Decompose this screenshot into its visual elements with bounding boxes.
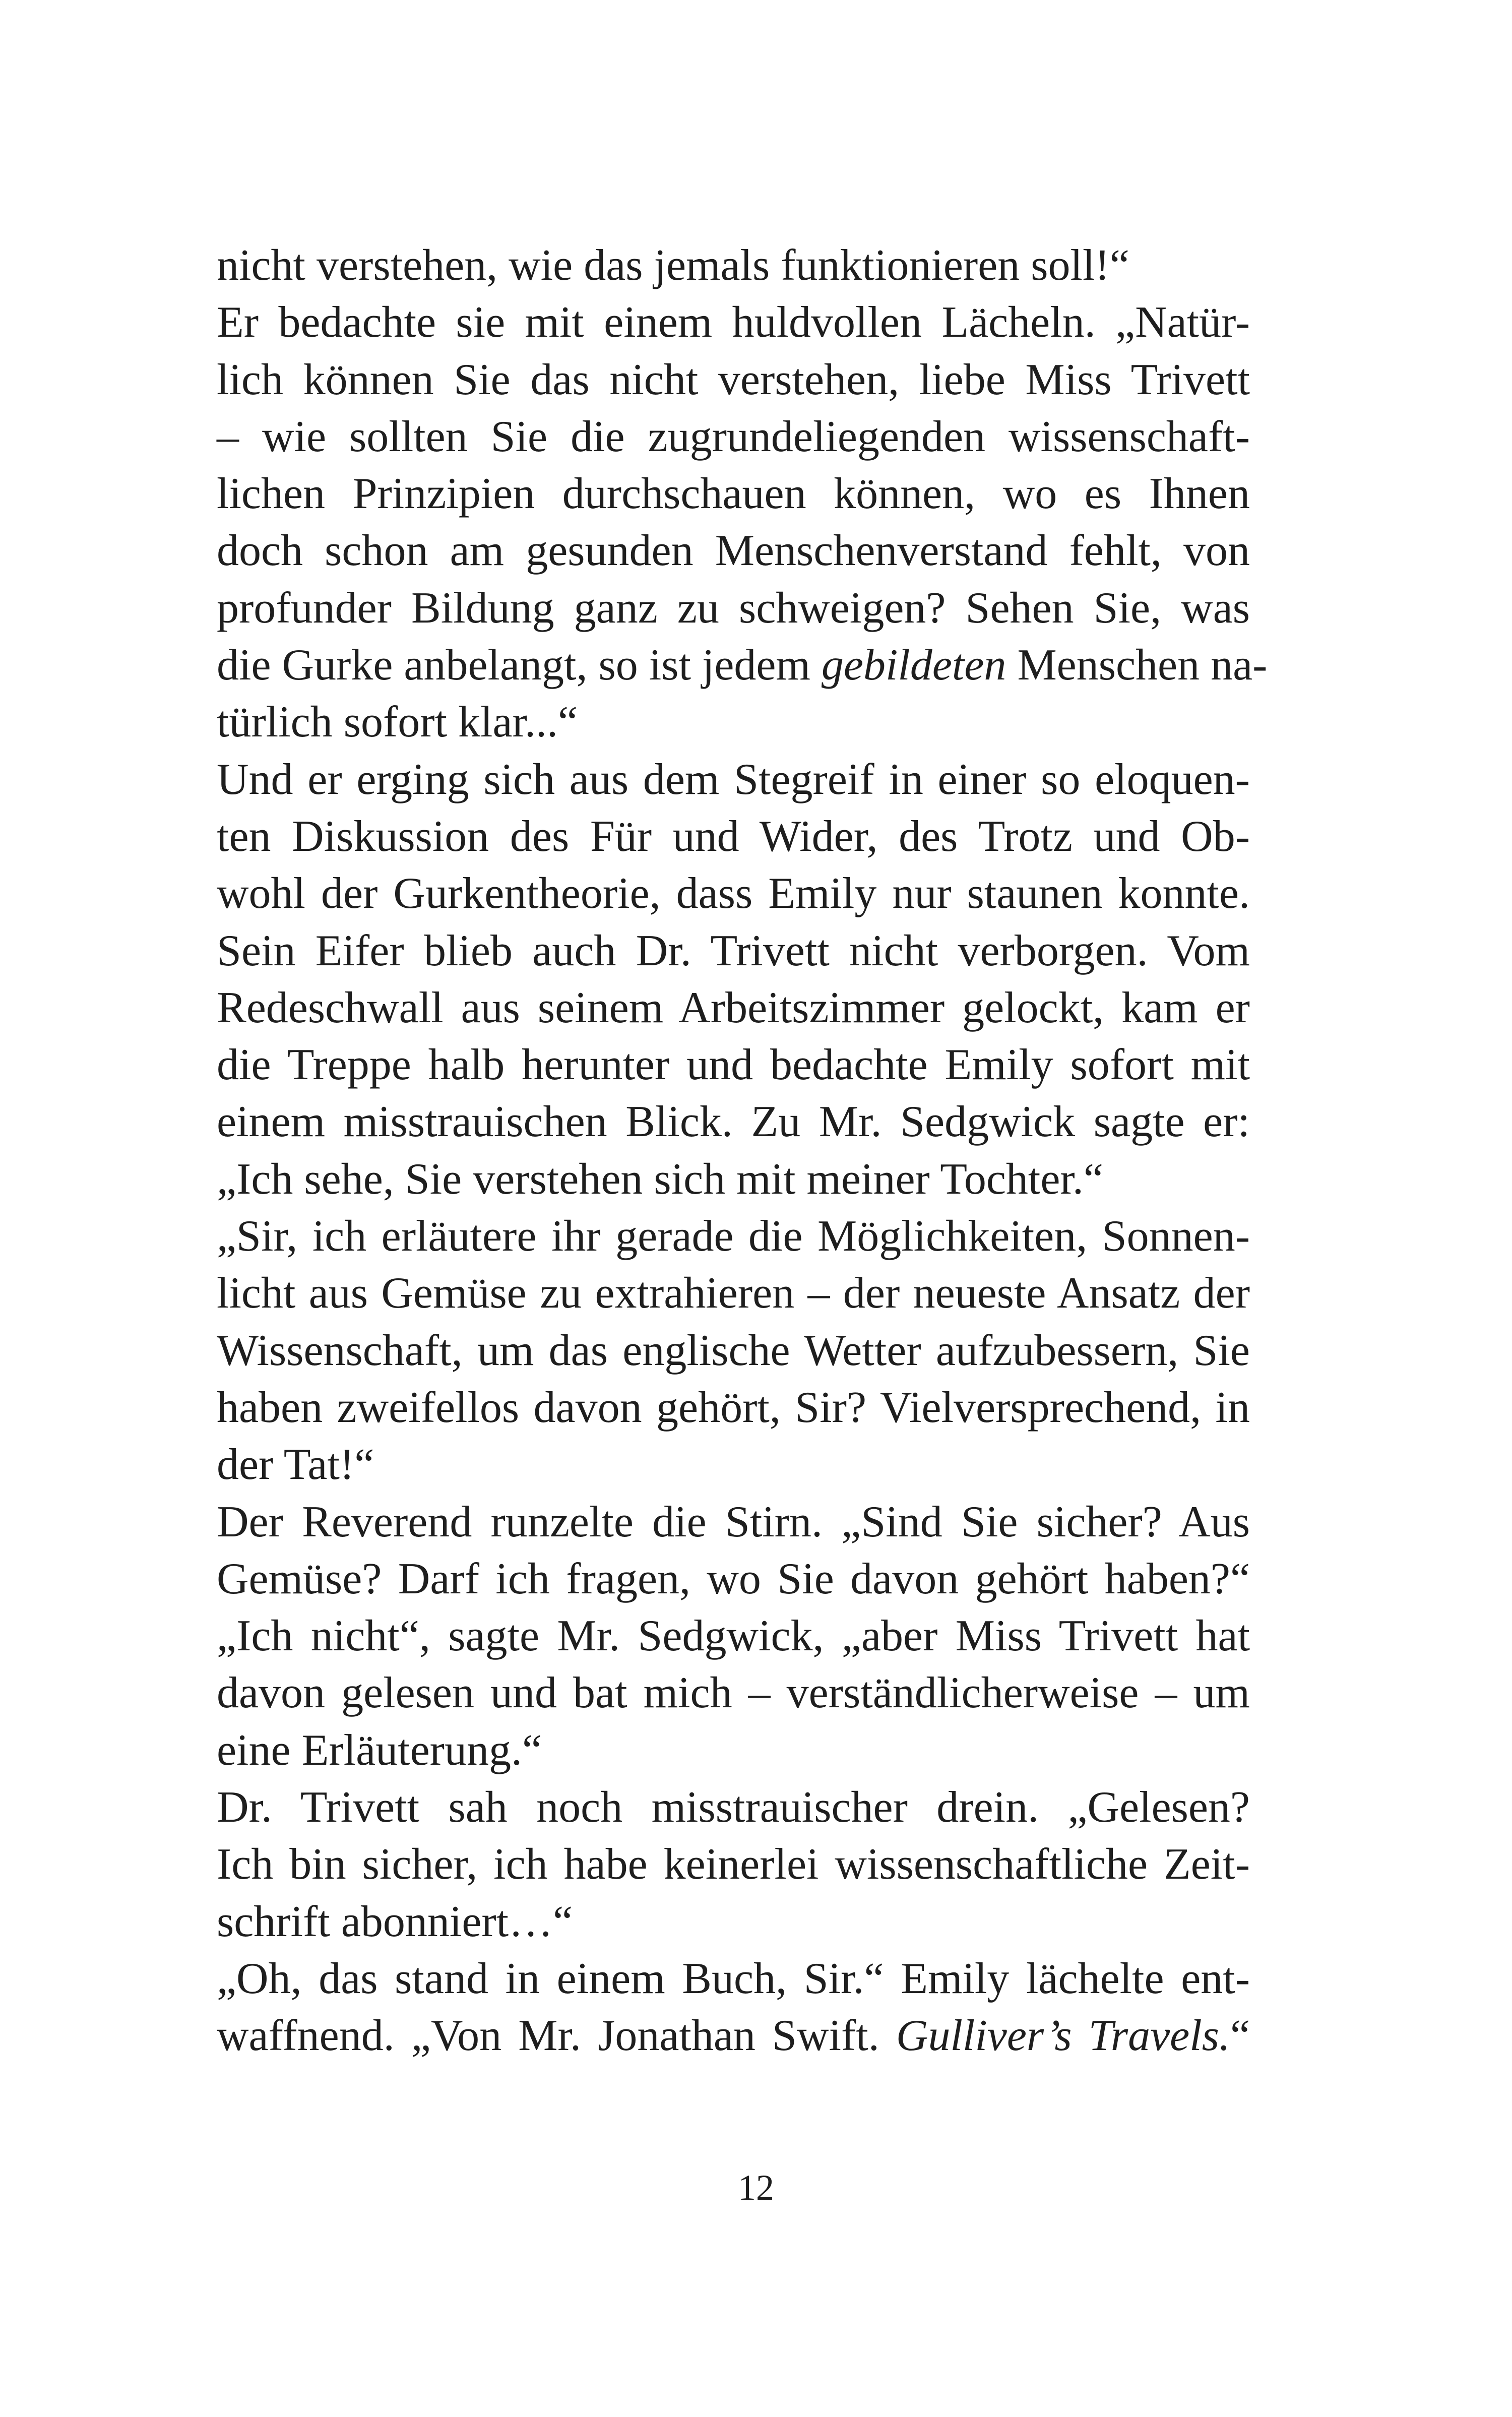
text-span: die Gurke anbelangt, so ist jedem (217, 641, 822, 690)
text-line (217, 1436, 1250, 1493)
text-line (217, 1893, 1250, 1950)
text-span: “ (1230, 2011, 1250, 2061)
text-span: doch schon am gesunden Menschenverstand fehlt, von (217, 526, 1250, 576)
text-span: „Ich nicht“, sagte Mr. Sedgwick, „aber Miss Trivett hat (217, 1612, 1250, 1661)
text-line (217, 1664, 1250, 1721)
text-span: „Ich sehe, Sie verstehen sich mit meiner Tochter.“ (217, 1154, 1103, 1204)
text-line (217, 1607, 1250, 1664)
text-span: Sein Eifer blieb auch Dr. Trivett nicht verborgen. Vom (217, 926, 1250, 975)
italic-text: gebildeten (821, 641, 1006, 690)
text-span: türlich sofort klar...“ (217, 698, 578, 747)
text-span: Und er erging sich aus dem Stegreif in einer so eloquen- (217, 755, 1250, 804)
text-span: „Sir, ich erläutere ihr gerade die Möglichkeiten, Sonnen- (217, 1212, 1250, 1261)
text-line (217, 637, 1268, 694)
text-span: einem misstrauischen Blick. Zu Mr. Sedgwick sagte er: (217, 1097, 1250, 1147)
text-line (217, 1208, 1250, 1265)
text-span: eine Erläuterung.“ (217, 1725, 542, 1775)
page-number: 12 (738, 2167, 774, 2208)
text-span: waffnend. „Von Mr. Jonathan Swift. (217, 2011, 896, 2061)
text-span: die Treppe halb herunter und bedachte Emily sofort mit (217, 1040, 1250, 1090)
text-span: haben zweifellos davon gehört, Sir? Vielversprechend, in (217, 1383, 1250, 1432)
text-line (217, 865, 1250, 922)
text-span: lich können Sie das nicht verstehen, liebe Miss Trivett (217, 355, 1250, 404)
text-span: davon gelesen und bat mich – verständlicherweise – um (217, 1668, 1250, 1718)
text-span: nicht verstehen, wie das jemals funktionieren soll!“ (217, 241, 1129, 290)
text-line (217, 1494, 1250, 1551)
italic-text: Gulliver’s Travels. (896, 2011, 1230, 2061)
text-line (217, 2007, 1250, 2064)
text-span: der Tat!“ (217, 1440, 374, 1490)
text-line (217, 751, 1250, 808)
text-span: schrift abonniert…“ (217, 1897, 573, 1946)
text-span: Gemüse? Darf ich fragen, wo Sie davon gehört haben?“ (217, 1554, 1250, 1603)
text-span: Redeschwall aus seinem Arbeitszimmer gelockt, kam er (217, 983, 1250, 1032)
text-line (217, 1779, 1250, 1836)
text-line (217, 1551, 1250, 1607)
text-span: Dr. Trivett sah noch misstrauischer drein. „Gelesen? (217, 1783, 1250, 1832)
text-span: lichen Prinzipien durchschauen können, wo es Ihnen (217, 469, 1250, 519)
text-line (217, 408, 1250, 465)
text-span: licht aus Gemüse zu extrahieren – der neueste Ansatz der (217, 1269, 1250, 1318)
text-line (217, 1950, 1250, 2007)
text-line (217, 580, 1250, 637)
text-line (217, 351, 1250, 408)
text-span: „Oh, das stand in einem Buch, Sir.“ Emily lächelte ent- (217, 1954, 1250, 2003)
text-line (217, 294, 1250, 351)
text-span: ten Diskussion des Für und Wider, des Trotz und Ob- (217, 812, 1250, 861)
text-line (217, 1722, 1250, 1779)
text-line (217, 1036, 1250, 1093)
text-line (217, 465, 1250, 522)
text-line (217, 1379, 1250, 1436)
text-line (217, 979, 1250, 1036)
body-text (217, 237, 1268, 2065)
text-line (217, 1093, 1250, 1150)
text-line (217, 237, 1250, 294)
text-line (217, 694, 1250, 751)
text-line (217, 1151, 1250, 1208)
text-line (217, 922, 1250, 979)
text-line (217, 522, 1250, 579)
text-span: Er bedachte sie mit einem huldvollen Lächeln. „Natür- (217, 298, 1250, 347)
text-line (217, 1836, 1250, 1893)
text-span: Der Reverend runzelte die Stirn. „Sind Sie sicher? Aus (217, 1497, 1250, 1546)
text-line (217, 1265, 1250, 1322)
text-span: Wissenschaft, um das englische Wetter aufzubessern, Sie (217, 1326, 1250, 1375)
text-line (217, 808, 1250, 865)
text-line (217, 1322, 1250, 1379)
text-span: wohl der Gurkentheorie, dass Emily nur staunen konnte. (217, 869, 1250, 918)
text-span: Menschen na- (1006, 641, 1268, 690)
text-span: Ich bin sicher, ich habe keinerlei wissenschaftliche Zeit- (217, 1840, 1250, 1889)
text-span: profunder Bildung ganz zu schweigen? Sehen Sie, was (217, 583, 1250, 633)
text-span: – wie sollten Sie die zugrundeliegenden wissenschaft- (217, 412, 1250, 461)
